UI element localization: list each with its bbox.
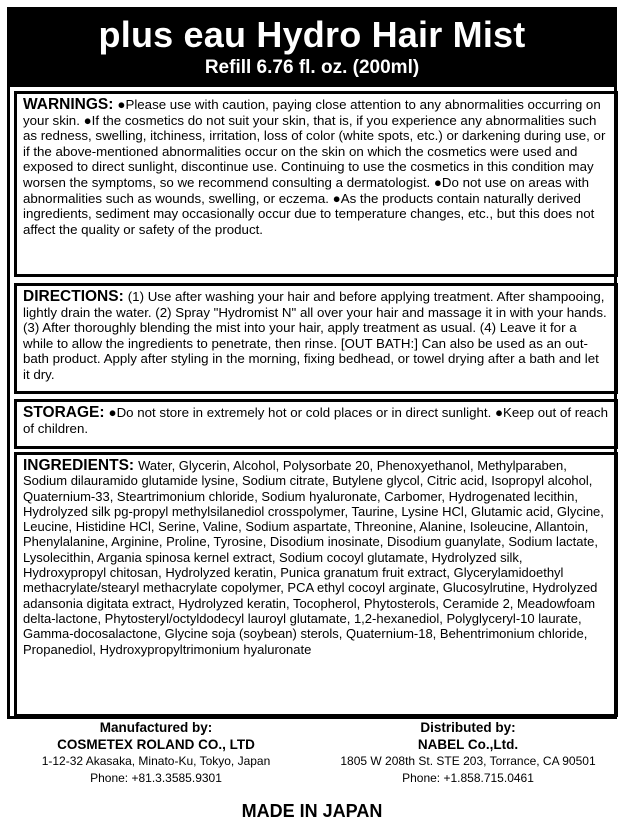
warnings-label: WARNINGS: xyxy=(23,96,114,113)
directions-text: (1) Use after washing your hair and before applying treatment. After shampooing, lightly drain the water. (2) Spray "Hydromist N" all over your hair and massage it in with your hands. (3) After thoroughly blending the mist into your hair, apply treatment as usual. (4) Leave it for a while to allow the ingredients to penetrate, then rinse. [OUT BATH:] Can also be used as an out-bath product. Apply after styling in the morning, fixing bedhead, or towel drying after a bath and let it dry. xyxy=(23,289,607,382)
distributor-address: 1805 W 208th St. STE 203, Torrance, CA 90501 xyxy=(340,754,596,768)
storage-section xyxy=(14,399,618,449)
manufacturer-heading: Manufactured by: xyxy=(99,720,213,735)
product-size: Refill 6.76 fl. oz. (200ml) xyxy=(204,57,420,78)
ingredients-text: Water, Glycerin, Alcohol, Polysorbate 20, Phenoxyethanol, Methylparaben, Sodium dilauramido glutamide lysine, Sodium citrate, Butylene glycol, Citric acid, Isopropyl alcohol, Quaternium-33, Steartrimonium chloride, Sodium hyaluronate, Carbomer, Hydrogenated lecithin, Hydrolyzed silk pg-propyl methylsilanediol crosspolymer, Taurine, Lysine HCl, Glutamic acid, Glycine, Leucine, Histidine HCl, Serine, Valine, Sodium aspartate, Threonine, Alanine, Isoleucine, Allantoin, Phenylalanine, Arginine, Proline, Tyrosine, Disodium inosinate, Disodium guanylate, Sodium lactate, Lysolecithin, Argania spinosa kernel extract, Sodium cocoyl glutamate, Hydrolyzed silk, Hydroxypropyl chitosan, Hydrolyzed keratin, Punica granatum fruit extract, Glycerylamidoethyl methacrylate/stearyl methacrylate copolymer, PCA ethyl cocoyl arginate, Glucosylrutine, Hydrolyzed adansonia digitata extract, Hydrolyzed keratin, Tocopherol, Phytosterols, Ceramide 2, Meadowfoam delta-lactone, Phytosteryl/octyldodecyl lauroyl glutamate, 1,2-hexanediol, Polyglyceryl-10 laurate, Gamma-docosalactone, Glycine soja (soybean) sterols, Quaternium-18, Behentrimonium chloride, Propanediol, Hydroxypropyltrimonium hyaluronate xyxy=(23,458,604,657)
directions-label: DIRECTIONS: xyxy=(23,288,124,305)
manufacturer-info xyxy=(0,719,312,787)
manufacturer-company: COSMETEX ROLAND CO., LTD xyxy=(57,737,255,752)
warnings-section xyxy=(14,91,618,277)
manufacturer-phone: Phone: +81.3.3585.9301 xyxy=(90,771,222,785)
manufacturer-address: 1-12-32 Akasaka, Minato-Ku, Tokyo, Japan xyxy=(41,754,271,768)
warnings-text: ●Please use with caution, paying close attention to any abnormalities occurring on your skin. ●If the cosmetics do not suit your skin, that is, if you experience any abnormalities such as redness, swelling, itchiness, irritation, loss of color (white spots, etc.) or darkening during use, or if the above-mentioned abnormalities occur on the skin on which the cosmetics were used and exposed to direct sunlight, discontinue use. Continuing to use the cosmetics in this condition may worsen the symptoms, so we recommend consulting a dermatologist. ●Do not use on areas with abnormalities such as wounds, swelling, or eczema. ●As the products contain naturally derived ingredients, sediment may occasionally occur due to temperature changes, etc., but this does not affect the quality or safety of the product. xyxy=(23,97,606,237)
ingredients-label: INGREDIENTS: xyxy=(23,457,135,474)
distributor-info xyxy=(312,719,624,787)
directions-section xyxy=(14,283,618,394)
product-title: plus eau Hydro Hair Mist xyxy=(98,14,526,55)
storage-label: STORAGE: xyxy=(23,404,105,421)
ingredients-section xyxy=(14,452,618,717)
label-panel xyxy=(7,84,617,719)
country-of-origin: MADE IN JAPAN xyxy=(241,801,383,821)
product-header xyxy=(7,7,617,84)
distributor-heading: Distributed by: xyxy=(420,720,516,735)
distributor-company: NABEL Co.,Ltd. xyxy=(417,737,519,752)
distributor-phone: Phone: +1.858.715.0461 xyxy=(402,771,534,785)
storage-text: ●Do not store in extremely hot or cold places or in direct sunlight. ●Keep out of reach of children. xyxy=(23,405,608,436)
